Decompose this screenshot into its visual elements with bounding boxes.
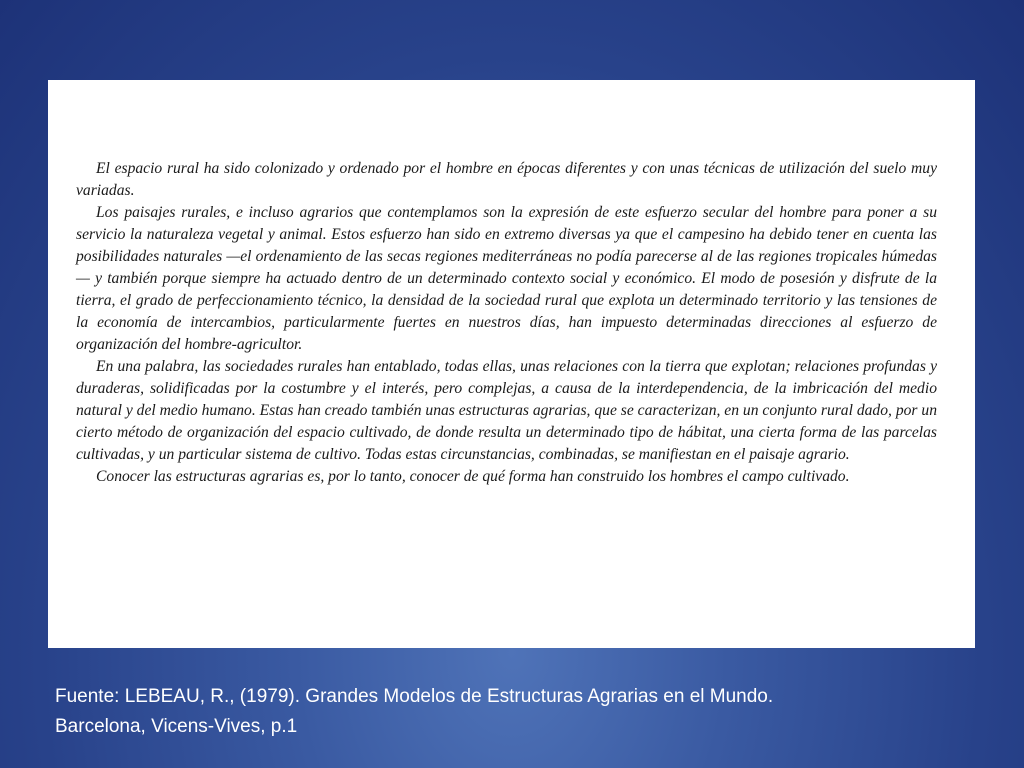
scanned-text-image	[48, 80, 975, 648]
source-caption	[55, 682, 975, 742]
excerpt-paragraph-3: En una palabra, las sociedades rurales han entablado, todas ellas, unas relaciones con la tierra que explotan; relaciones profundas y duraderas, solidificadas por la costumbre y el interés, pero complejas, a causa de la interdependencia, de la imbricación del medio natural y del medio humano. Estas han creado también unas estructuras agrarias, que se caracterizan, en un conjunto rural dado, por un cierto método de organización del espacio cultivado, de donde resulta un determinado tipo de hábitat, una cierta forma de las parcelas cultivadas, y un particular sistema de cultivo. Todas estas circunstancias, combinadas, se manifiestan en el paisaje agrario.	[76, 358, 937, 463]
excerpt-paragraph-2: Los paisajes rurales, e incluso agrarios que contemplamos son la expresión de este esfuerzo secular del hombre para poner a su servicio la naturaleza vegetal y animal. Estos esfuerzo han sido en extremo diversas ya que el campesino ha debido tener en cuenta las posibilidades naturales —el ordenamiento de las secas regiones mediterráneas no podía parecerse al de las regiones tropicales húmedas— y también porque siempre ha actuado dentro de un determinado contexto social y económico. El modo de posesión y disfrute de la tierra, el grado de perfeccionamiento técnico, la densidad de la sociedad rural que explota un determinado territorio y las tensiones de la economía de intercambios, particularmente fuertes en nuestros días, han impuesto determinadas direcciones al esfuerzo de organización del hombre-agricultor.	[76, 204, 937, 353]
source-caption-line-1: Fuente: LEBEAU, R., (1979). Grandes Modelos de Estructuras Agrarias en el Mundo.	[55, 686, 774, 707]
source-caption-line-2: Barcelona, Vicens-Vives, p.1	[55, 716, 298, 737]
excerpt-paragraph-1: El espacio rural ha sido colonizado y ordenado por el hombre en épocas diferentes y con unas técnicas de utilización del suelo muy variadas.	[76, 160, 937, 199]
excerpt-paragraph-4: Conocer las estructuras agrarias es, por lo tanto, conocer de qué forma han construido los hombres el campo cultivado.	[96, 468, 850, 485]
